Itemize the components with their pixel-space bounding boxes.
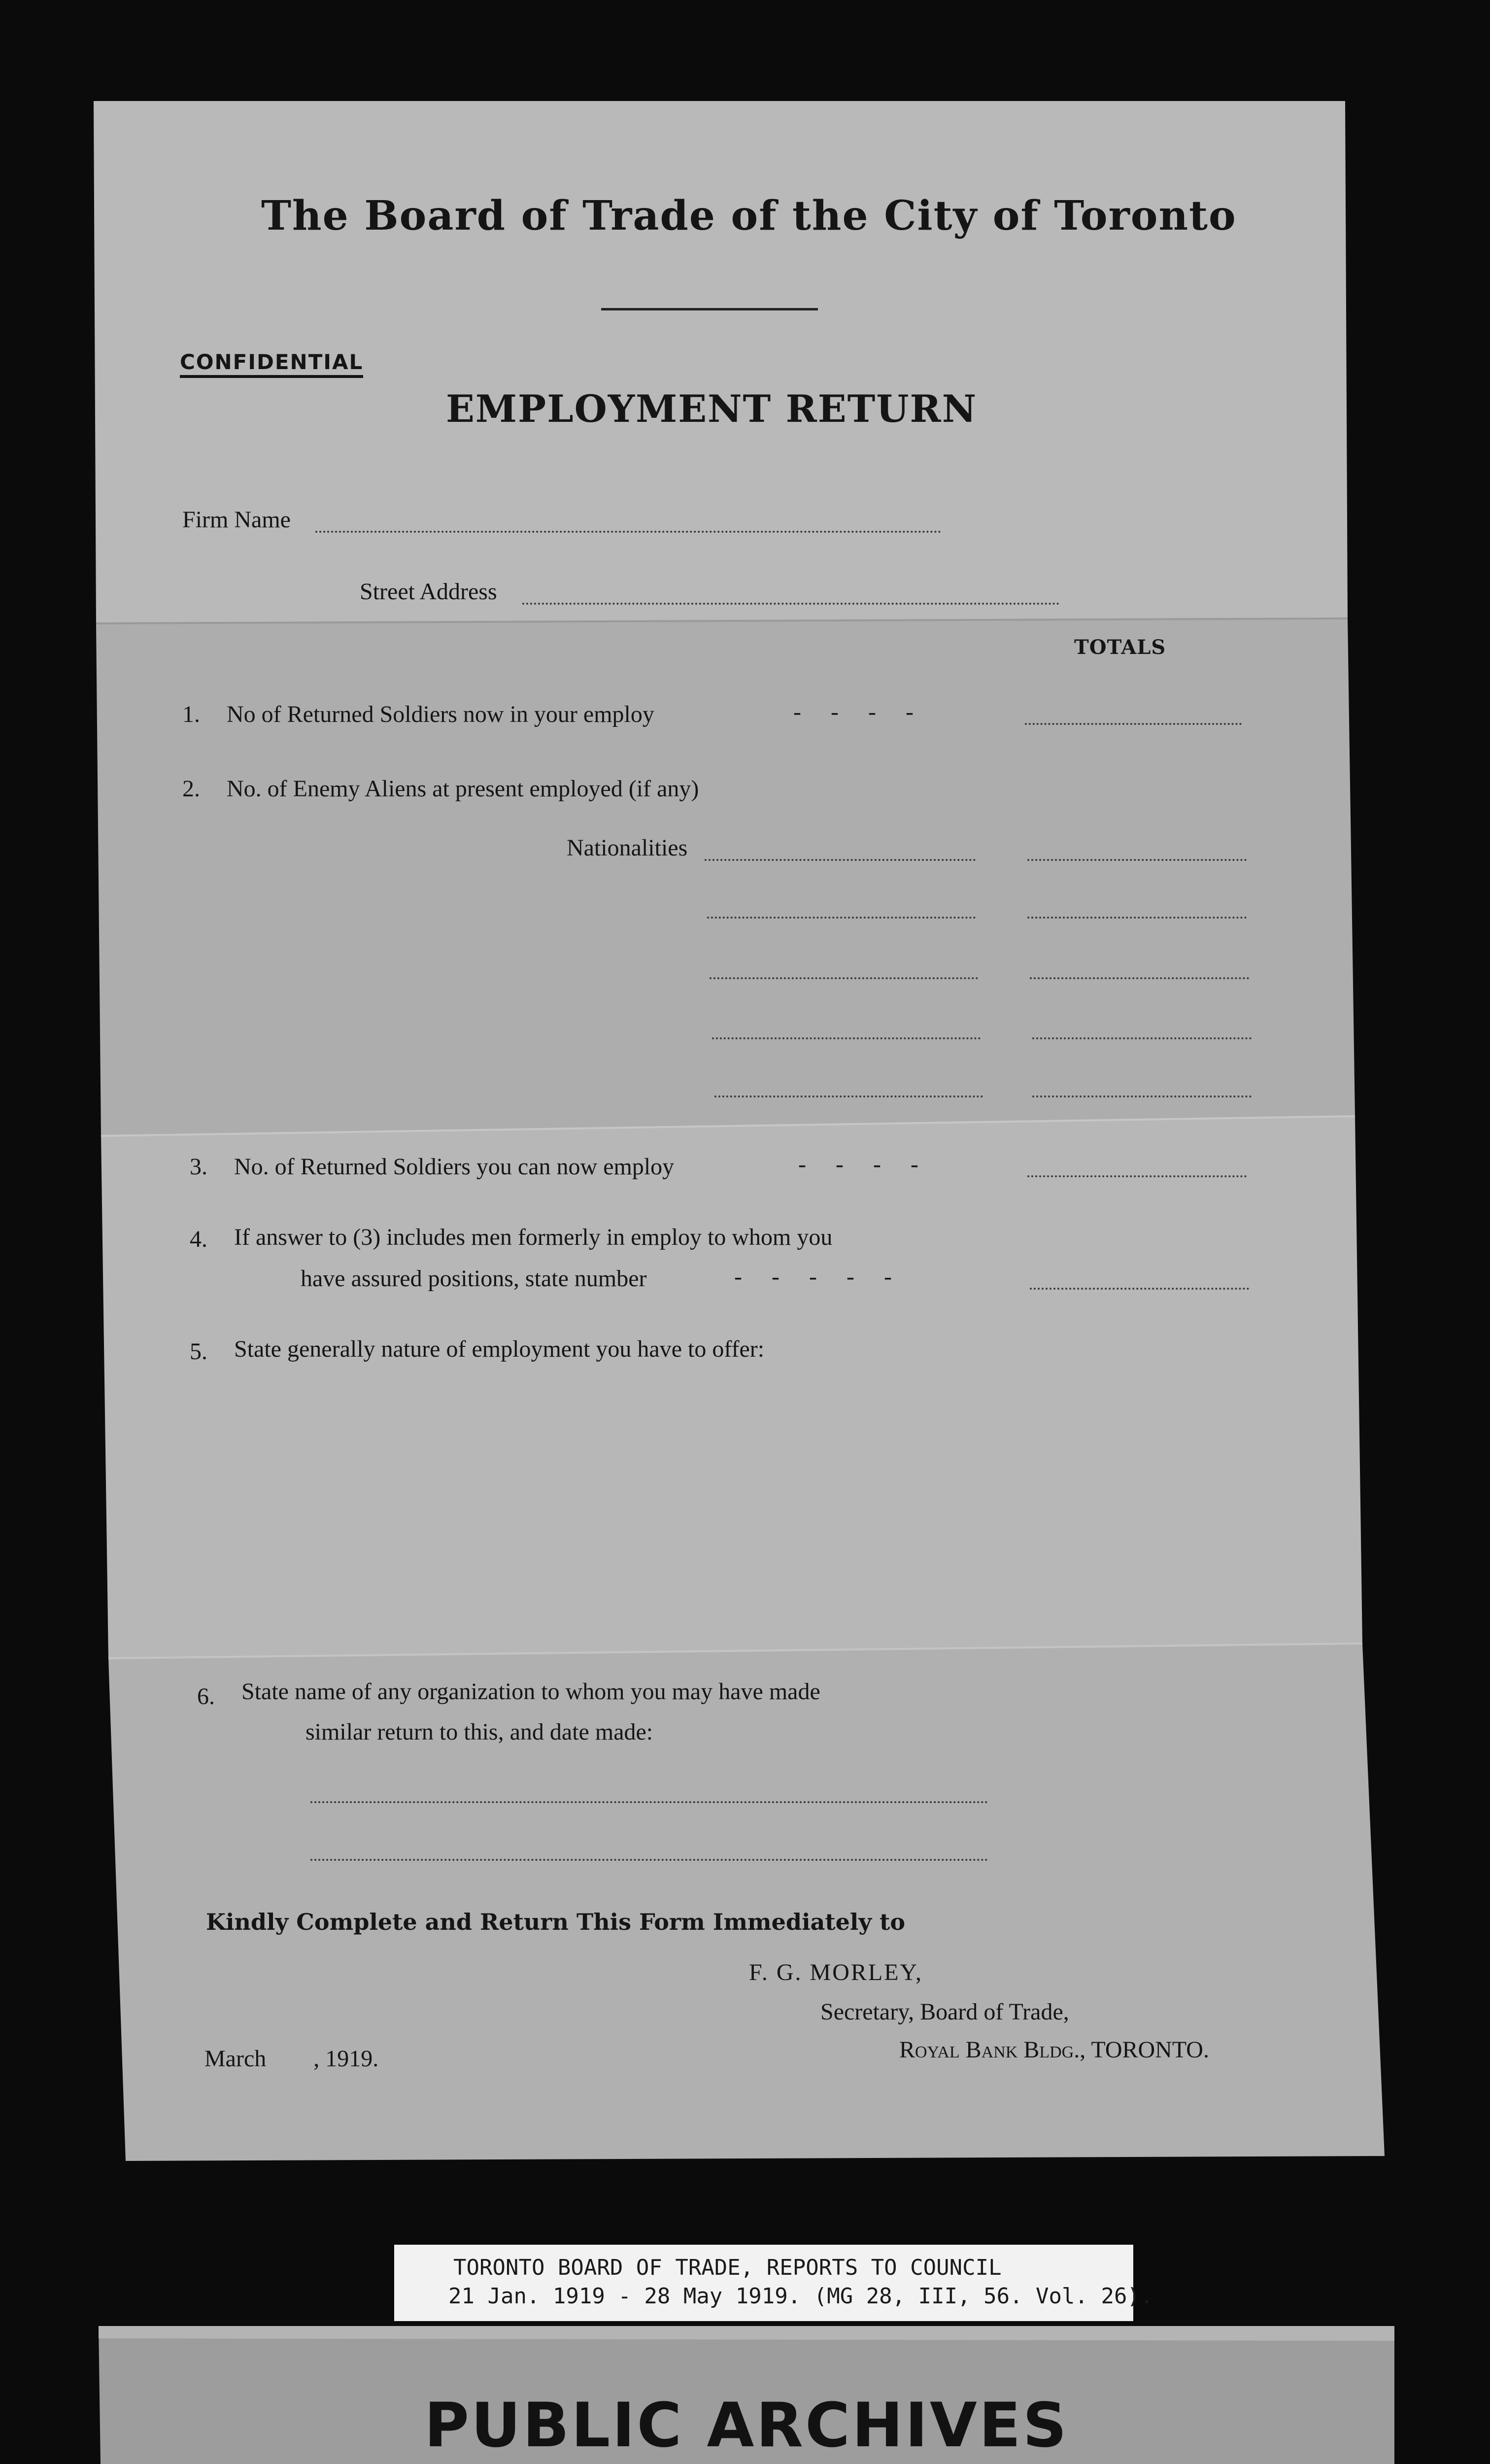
employment-return-form bbox=[94, 101, 1385, 2161]
question-6-number: 6. bbox=[197, 1683, 215, 1710]
nationality-field-3[interactable] bbox=[710, 977, 978, 979]
nationality-field-2[interactable] bbox=[707, 917, 976, 919]
question-4-text: If answer to (3) includes men formerly in employ to whom you bbox=[234, 1224, 833, 1250]
question-4-total-field[interactable] bbox=[1030, 1288, 1249, 1290]
nationality-field-1[interactable] bbox=[705, 859, 976, 861]
nationality-total-field-3[interactable] bbox=[1030, 977, 1249, 979]
question-6-text-continued: similar return to this, and date made: bbox=[305, 1719, 653, 1745]
question-2-text: No. of Enemy Aliens at present employed (if any) bbox=[227, 776, 699, 802]
question-1-number: 1. bbox=[182, 701, 200, 727]
public-archives-stamp bbox=[99, 2326, 1394, 2464]
secretary-name: F. G. MORLEY, bbox=[749, 1959, 923, 1985]
title-rule bbox=[601, 308, 818, 310]
return-instruction: Kindly Complete and Return This Form Immediately to bbox=[206, 1909, 906, 1935]
reference-line-2: 21 Jan. 1919 - 28 May 1919. (MG 28, III, 56. Vol. 26). bbox=[448, 2284, 1153, 2309]
question-5-number: 5. bbox=[190, 1338, 207, 1365]
question-3-total-field[interactable] bbox=[1027, 1175, 1247, 1177]
nationality-field-4[interactable] bbox=[712, 1037, 981, 1039]
nationality-total-field-5[interactable] bbox=[1032, 1095, 1252, 1097]
archive-reference-card bbox=[394, 2245, 1153, 2321]
nationality-total-field-4[interactable] bbox=[1032, 1037, 1252, 1039]
question-1-text: No of Returned Soldiers now in your employ bbox=[227, 701, 654, 727]
firm-name-field[interactable] bbox=[315, 531, 941, 533]
question-3-number: 3. bbox=[190, 1154, 207, 1180]
question-3-dashes: - - - - bbox=[798, 1151, 918, 1177]
question-6-field-2[interactable] bbox=[310, 1859, 988, 1861]
question-2-number: 2. bbox=[182, 776, 200, 802]
question-3-text: No. of Returned Soldiers you can now employ bbox=[234, 1154, 675, 1180]
question-4-dashes: - - - - - bbox=[734, 1264, 892, 1290]
question-1-total-field[interactable] bbox=[1025, 723, 1242, 725]
stamp-line-english: PUBLIC ARCHIVES bbox=[424, 2390, 1069, 2461]
question-6-text: State name of any organization to whom you may have made bbox=[241, 1678, 820, 1705]
page-title: EMPLOYMENT RETURN bbox=[446, 387, 978, 431]
totals-header: TOTALS bbox=[1074, 636, 1166, 659]
nationality-field-5[interactable] bbox=[714, 1095, 983, 1097]
nationality-total-field-1[interactable] bbox=[1027, 859, 1247, 861]
question-1-dashes: - - - - bbox=[793, 699, 914, 725]
secretary-address: Royal Bank Bldg., TORONTO. bbox=[899, 2037, 1209, 2063]
street-address-field[interactable] bbox=[522, 603, 1059, 605]
secretary-title: Secretary, Board of Trade, bbox=[820, 1999, 1069, 2025]
form-date: March , 1919. bbox=[204, 2046, 379, 2072]
nationality-total-field-2[interactable] bbox=[1027, 917, 1247, 919]
board-title: The Board of Trade of the City of Toronto bbox=[261, 192, 1237, 240]
street-address-label: Street Address bbox=[360, 579, 497, 605]
question-6-field-1[interactable] bbox=[310, 1801, 988, 1803]
confidential-label: CONFIDENTIAL bbox=[180, 350, 363, 378]
reference-line-1: TORONTO BOARD OF TRADE, REPORTS TO COUNCIL bbox=[453, 2255, 1002, 2280]
firm-name-label: Firm Name bbox=[182, 507, 291, 533]
nationalities-label: Nationalities bbox=[567, 835, 688, 861]
question-4-number: 4. bbox=[190, 1226, 207, 1252]
question-5-text: State generally nature of employment you have to offer: bbox=[234, 1336, 765, 1362]
question-4-text-continued: have assured positions, state number bbox=[301, 1266, 647, 1292]
